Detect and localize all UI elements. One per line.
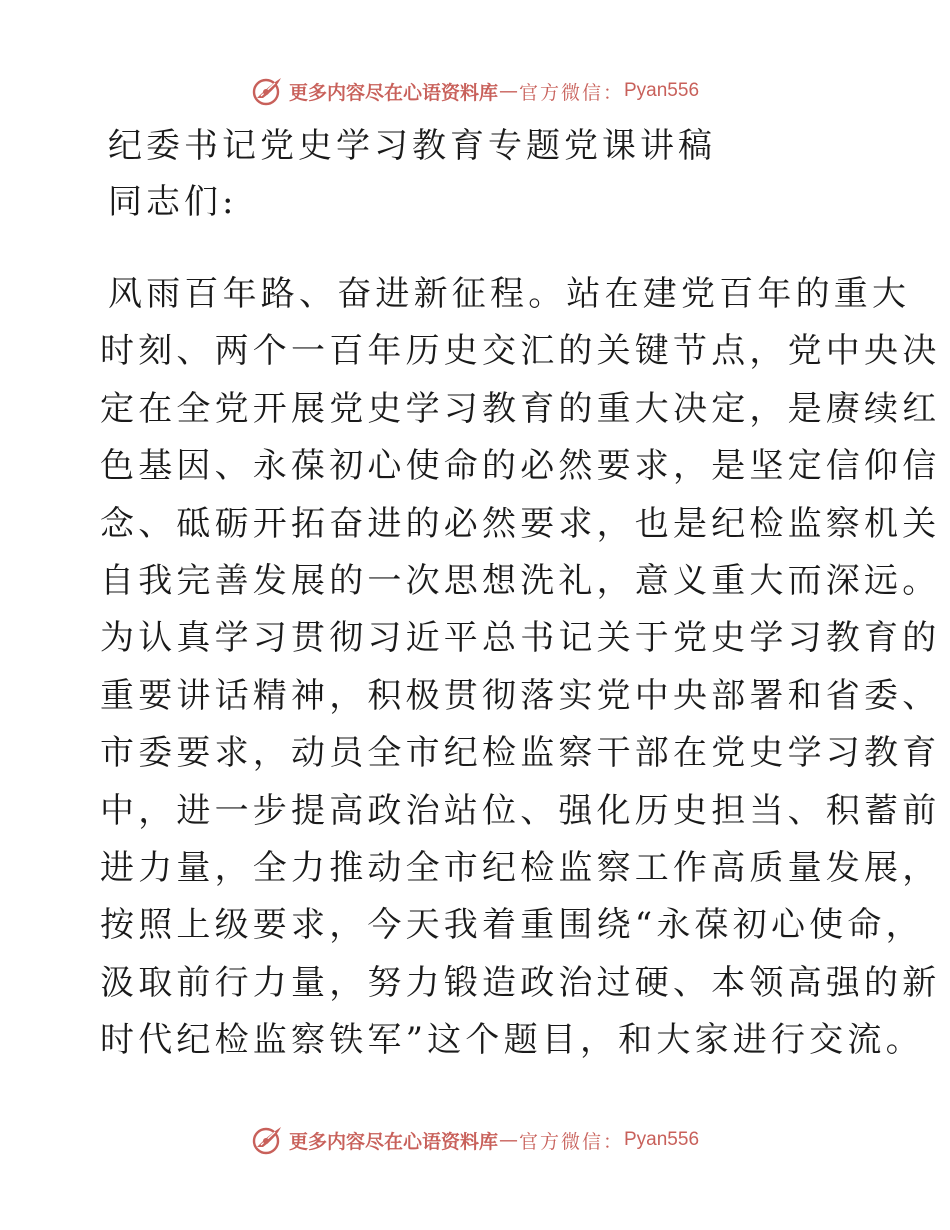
header-watermark (0, 74, 950, 108)
body-paragraph (100, 266, 941, 1069)
body-line: 进力量，全力推动全市纪检监察工作高质量发展， (100, 847, 941, 888)
quill-logo-icon (251, 1123, 285, 1157)
body-line: 中，进一步提高政治站位、强化历史担当、积蓄前 (100, 790, 941, 831)
watermark-separator: — (498, 1129, 518, 1151)
quill-logo-icon (251, 74, 285, 108)
body-line: 重要讲话精神，积极贯彻落实党中央部署和省委、 (100, 675, 941, 716)
watermark-separator: — (498, 80, 518, 102)
watermark-main-text: 更多内容尽在心语资料库 (288, 81, 498, 104)
watermark-wechat-id: Pyan556 (624, 80, 700, 101)
body-line: 按照上级要求，今天我着重围绕“永葆初心使命， (100, 905, 924, 946)
body-line: 汲取前行力量，努力锻造政治过硬、本领高强的新 (100, 962, 941, 1003)
body-line: 市委要求，动员全市纪检监察干部在党史学习教育 (100, 733, 941, 774)
body-line: 风雨百年路、奋进新征程。站在建党百年的重大 (108, 274, 911, 314)
watermark-sub-text: 官方微信： (518, 1130, 624, 1153)
document-title: 纪委书记党史学习教育专题党课讲稿 (108, 126, 716, 166)
body-line: 时刻、两个一百年历史交汇的关键节点，党中央决 (100, 331, 941, 372)
watermark-wechat-id: Pyan556 (624, 1129, 700, 1150)
body-line: 自我完善发展的一次思想洗礼，意义重大而深远。 (100, 560, 941, 601)
watermark-sub-text: 官方微信： (518, 81, 624, 104)
body-line: 定在全党开展党史学习教育的重大决定，是赓续红 (100, 388, 941, 429)
footer-watermark (0, 1123, 950, 1157)
body-line: 为认真学习贯彻习近平总书记关于党史学习教育的 (100, 618, 941, 659)
salutation: 同志们: (108, 182, 238, 222)
watermark-main-text: 更多内容尽在心语资料库 (288, 1130, 498, 1153)
body-line: 时代纪检监察铁军”这个题目，和大家进行交流。 (100, 1020, 924, 1061)
body-line: 色基因、永葆初心使命的必然要求，是坚定信仰信 (100, 446, 941, 487)
body-line: 念、砥砺开拓奋进的必然要求，也是纪检监察机关 (100, 503, 941, 544)
